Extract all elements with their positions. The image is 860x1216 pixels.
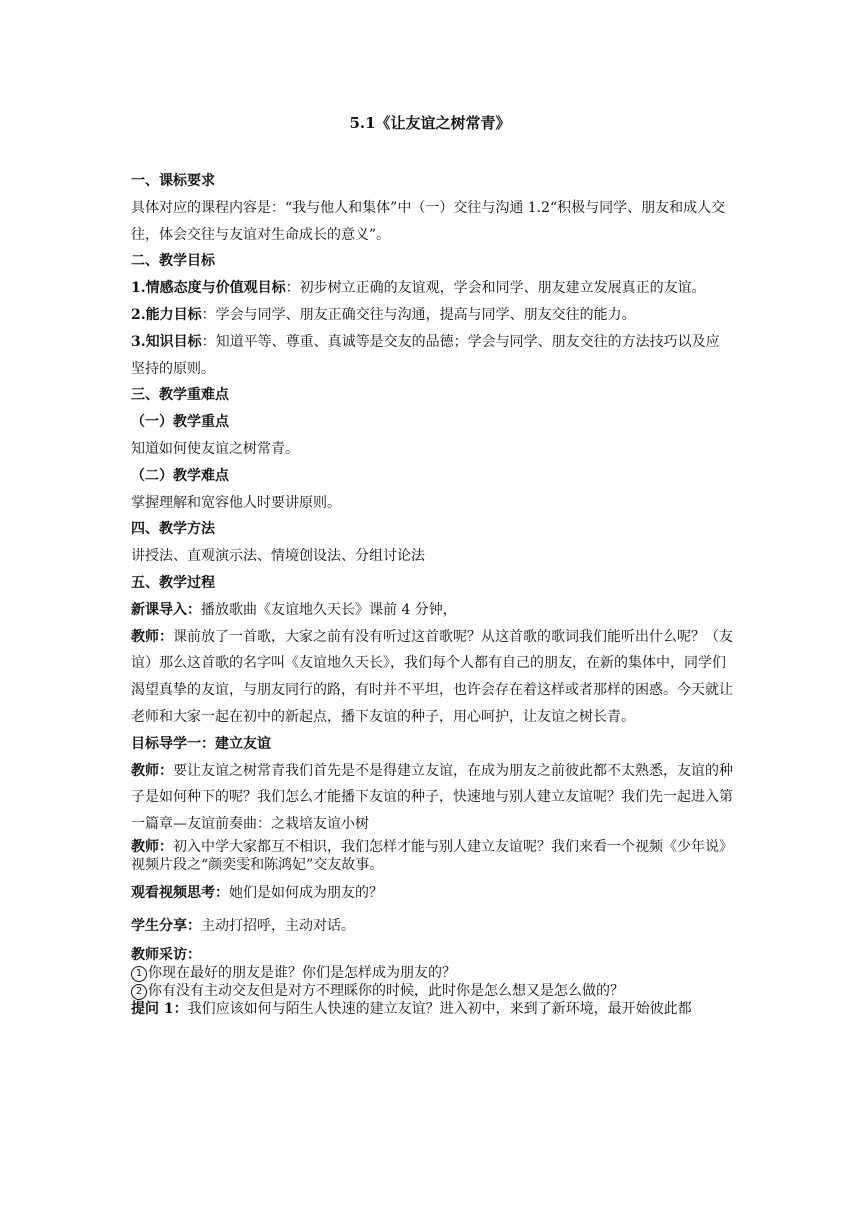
goal-label: 1.情感态度与价值观目标 — [131, 280, 286, 297]
section-heading: 二、教学目标 — [131, 253, 215, 270]
teacher-label: 教师： — [131, 762, 173, 779]
goal-label: 2.能力目标 — [131, 306, 202, 323]
paragraph — [131, 1000, 733, 1018]
subsection-heading: （一）教学重点 — [131, 414, 229, 431]
paragraph — [131, 329, 733, 383]
ask-text: 我们应该如何与陌生人快速的建立友谊？进入初中，来到了新环境，最开始彼此都 — [187, 1000, 692, 1017]
teacher-text: 初入中学大家都互不相识，我们怎样才能与别人建立友谊呢？我们来看一个视频《少年说》视频片段之“颜奕雯和陈鸿妃”交友故事。 — [131, 838, 733, 873]
section-heading: 四、教学方法 — [131, 521, 215, 538]
paragraph — [131, 758, 733, 838]
circled-number: 2 — [131, 984, 147, 1000]
paragraph — [131, 302, 733, 329]
share-label: 学生分享： — [131, 917, 201, 934]
goal-text: ：学会与同学、朋友正确交往与沟通，提高与同学、朋友交往的能力。 — [201, 306, 636, 323]
circled-number: 1 — [131, 966, 147, 982]
watch-label: 观看视频思考： — [131, 884, 229, 901]
paragraph: 知道如何使友谊之树常青。 — [131, 440, 299, 457]
section-heading: 三、教学重难点 — [131, 387, 229, 404]
paragraph — [131, 838, 733, 874]
paragraph: 讲授法、直观演示法、情境创设法、分组讨论法 — [131, 548, 425, 565]
document-body — [131, 168, 733, 1018]
watch-text: 她们是如何成为朋友的？ — [229, 884, 383, 901]
paragraph — [131, 913, 733, 940]
paragraph: 掌握理解和宽容他人时要讲原则。 — [131, 494, 341, 511]
paragraph — [131, 275, 733, 302]
paragraph — [131, 597, 733, 624]
list-item — [131, 982, 733, 1000]
share-text: 主动打招呼，主动对话。 — [201, 917, 355, 934]
goal-text: ：初步树立正确的友谊观，学会和同学、朋友建立发展真正的友谊。 — [285, 280, 706, 297]
goal-heading: 目标导学一：建立友谊 — [131, 735, 271, 752]
section-heading: 五、教学过程 — [131, 574, 215, 591]
question-text: 你现在最好的朋友是谁？你们是怎样成为朋友的？ — [148, 964, 456, 981]
intro-label: 新课导入： — [131, 601, 201, 618]
paragraph: 具体对应的课程内容是：“我与他人和集体”中（一）交往与沟通 1.2“积极与同学、朋友和成人交往，体会交往与友谊对生命成长的意义”。 — [131, 199, 726, 243]
goal-text: ：知道平等、尊重、真诚等是交友的品德；学会与同学、朋友交往的方法技巧以及应坚持的原则。 — [131, 333, 720, 377]
teacher-text: 要让友谊之树常青我们首先是不是得建立友谊，在成为朋友之前彼此都不太熟悉，友谊的种子是如何种下的呢？我们怎么才能播下友谊的种子，快速地与别人建立友谊呢？我们先一起进入第一篇章—友谊前奏曲：之栽培友谊小树 — [131, 762, 733, 833]
paragraph — [131, 880, 733, 907]
list-item — [131, 964, 733, 982]
ask-label: 提问 1： — [131, 1000, 188, 1017]
teacher-text: 课前放了一首歌，大家之前有没有听过这首歌呢？从这首歌的歌词我们能听出什么呢？（友谊）那么这首歌的名字叫《友谊地久天长》，我们每个人都有自己的朋友，在新的集体中，同学们渴望真挚的友谊，与朋友同行的路，有时并不平坦，也许会存在着这样或者那样的困惑。今天就让老师和大家一起在初中的新起点，播下友谊的种子，用心呵护，让友谊之树长青。 — [131, 628, 733, 725]
interview-label: 教师采访： — [131, 946, 201, 963]
paragraph — [131, 624, 733, 731]
teacher-label: 教师： — [131, 838, 173, 855]
question-text: 你有没有主动交友但是对方不理睬你的时候，此时你是怎么想又是怎么做的？ — [148, 982, 624, 999]
section-heading: 一、课标要求 — [131, 173, 215, 189]
goal-label: 3.知识目标 — [131, 333, 202, 350]
intro-text: 播放歌曲《友谊地久天长》课前 4 分钟， — [201, 601, 457, 618]
teacher-label: 教师： — [131, 628, 173, 645]
document-title: 5.1《让友谊之树常青》 — [349, 114, 511, 132]
subsection-heading: （二）教学难点 — [131, 467, 229, 484]
